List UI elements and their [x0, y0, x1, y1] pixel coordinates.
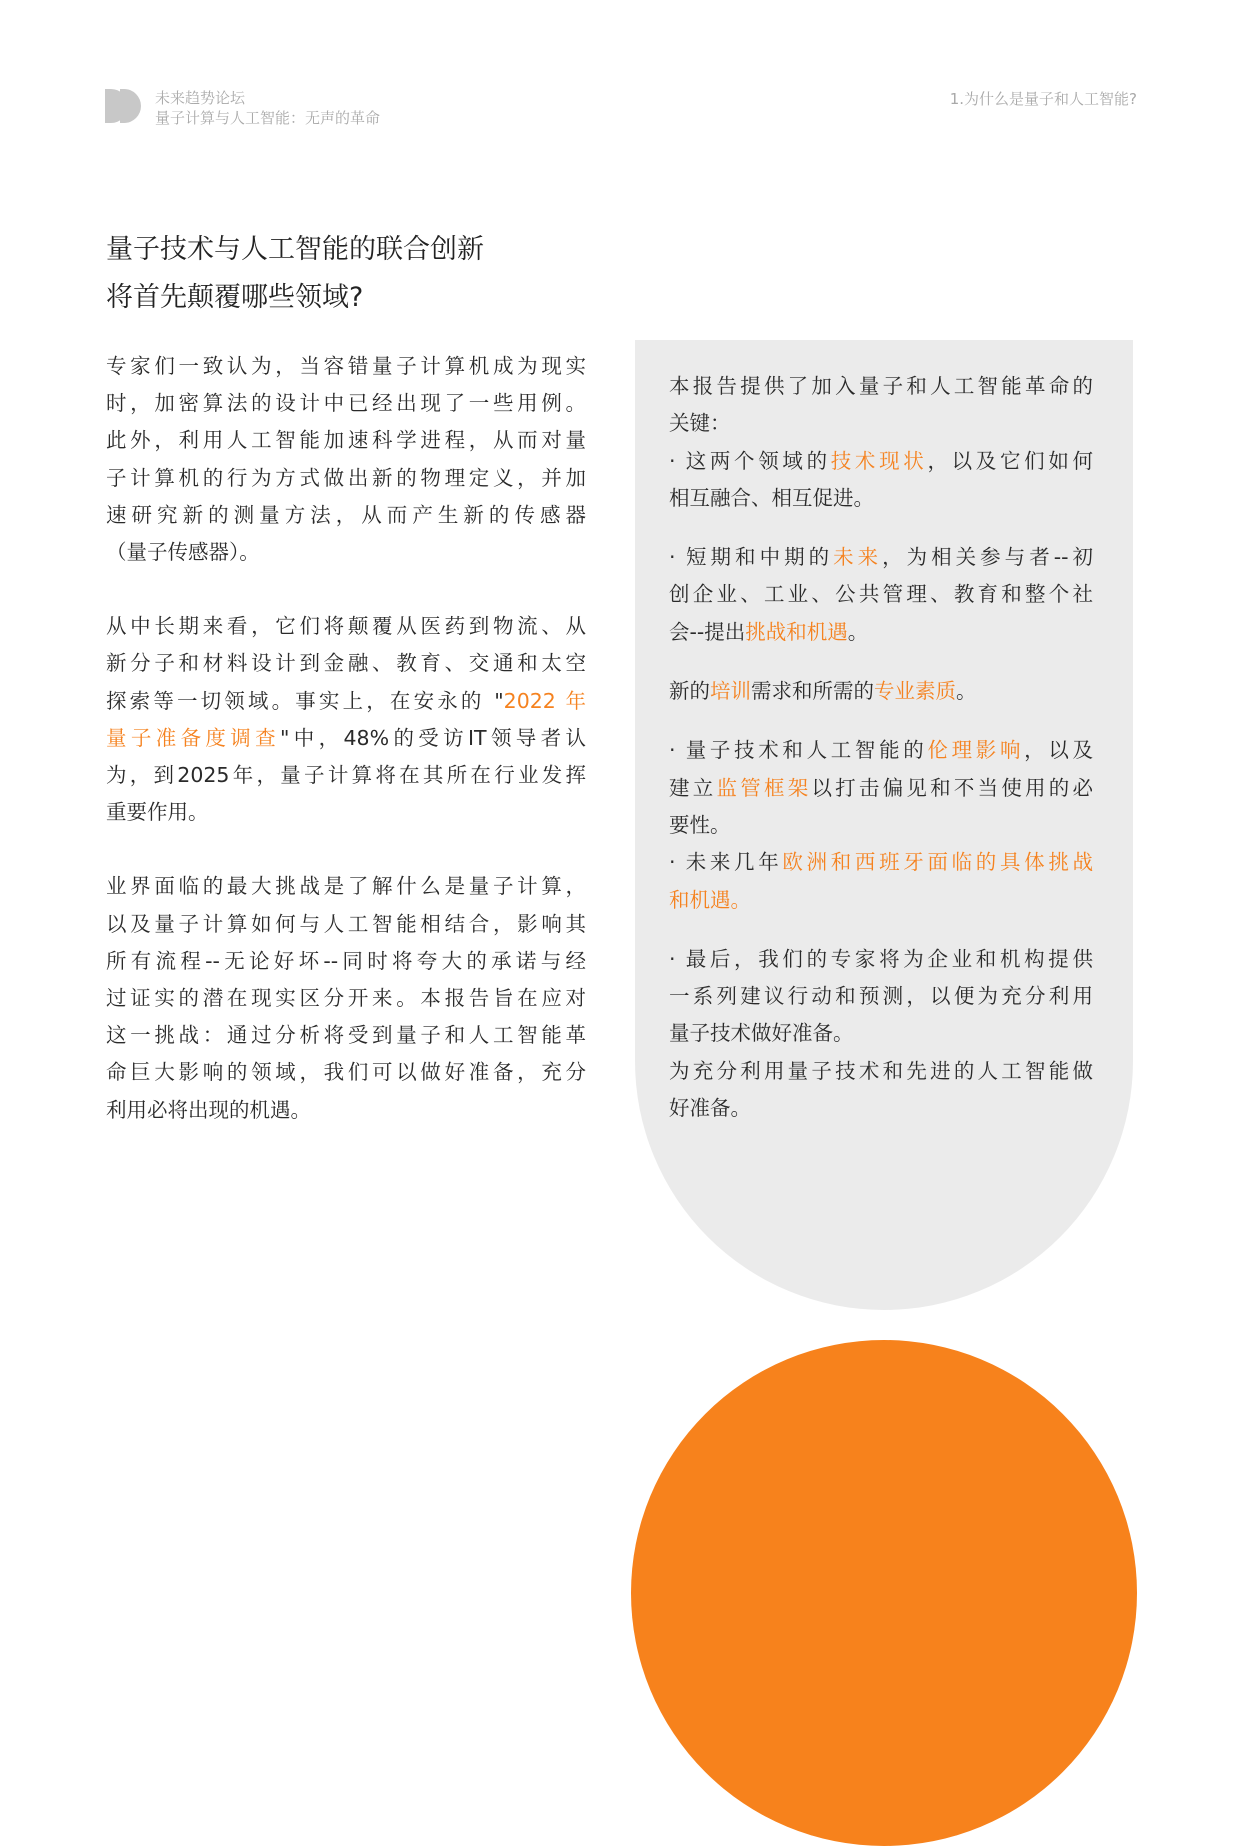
text-segment: ，以及 [1024, 738, 1094, 763]
highlighted-text: 挑战和机遇 [745, 619, 848, 644]
text-segment: 速研究新的测量方法，从而产生新的传感器 [106, 502, 586, 527]
text-segment: · 量子技术和人工智能的 [669, 738, 928, 763]
text-segment: 子计算机的行为方式做出新的物理定义，并加 [106, 465, 586, 490]
text-segment: 量子技术做好准备。 [669, 1021, 854, 1046]
text-line [669, 673, 1093, 710]
brand-name: 未来趋势论坛 [155, 89, 246, 107]
text-line [106, 460, 586, 497]
highlighted-text: 欧洲和西班牙面临的具体挑战 [782, 850, 1093, 875]
text-line [106, 757, 586, 794]
paragraph [669, 368, 1093, 517]
highlighted-text: 未来 [833, 545, 883, 570]
text-line [669, 1090, 1093, 1127]
text-line [106, 943, 586, 980]
text-segment: ，为相关参与者--初 [882, 545, 1094, 570]
text-segment: ，以及它们如何 [927, 448, 1093, 473]
text-line [106, 608, 586, 645]
highlighted-text: 专业素质 [874, 679, 956, 704]
text-line [669, 732, 1093, 769]
title-line: 量子技术与人工智能的联合创新 [106, 234, 484, 265]
text-line [669, 368, 1093, 405]
text-line [669, 941, 1093, 978]
text-line [669, 807, 1093, 844]
highlighted-text: 2022 年 [503, 688, 587, 713]
section-label: 1.为什么是量子和人工智能? [949, 90, 1137, 108]
text-segment: 会--提出 [669, 619, 746, 644]
text-segment: 要性。 [669, 812, 731, 837]
text-segment: · 短期和中期的 [669, 545, 834, 570]
text-line [106, 534, 586, 571]
page-title [106, 226, 484, 322]
text-segment: 为充分利用量子技术和先进的人工智能做 [669, 1058, 1093, 1083]
text-line [106, 422, 586, 459]
text-line [669, 1053, 1093, 1090]
text-segment: 。 [956, 679, 977, 704]
text-line [106, 348, 586, 385]
text-line [106, 720, 586, 757]
decorative-orange-circle [631, 1340, 1137, 1846]
text-line [106, 645, 586, 682]
text-segment: 好准备。 [669, 1096, 751, 1121]
summary-text [669, 368, 1093, 1149]
highlighted-text: 伦理影响 [927, 738, 1025, 763]
paragraph [669, 941, 1093, 1127]
paragraph [106, 608, 586, 831]
text-line [669, 882, 1093, 919]
text-line [669, 770, 1093, 807]
text-segment: · 最后，我们的专家将为企业和机构提供 [669, 946, 1093, 971]
text-segment: "中，48%的受访IT领导者认 [280, 725, 587, 750]
text-segment: 这一挑战：通过分析将受到量子和人工智能革 [106, 1023, 586, 1048]
text-segment: 需求和所需的 [751, 679, 874, 704]
text-segment: 命巨大影响的领域，我们可以做好准备，充分 [106, 1060, 586, 1085]
text-segment: 以及量子计算如何与人工智能相结合，影响其 [106, 911, 586, 936]
report-header [155, 88, 380, 128]
text-segment: 时，加密算法的设计中已经出现了一些用例。 [106, 391, 586, 416]
text-line [669, 1015, 1093, 1052]
text-segment: 建立 [669, 775, 717, 800]
text-segment: 此外，利用人工智能加速科学进程，从而对量 [106, 428, 586, 453]
text-line [106, 1054, 586, 1091]
paragraph [106, 868, 586, 1128]
logo-icon [105, 89, 141, 123]
text-segment: 新的 [669, 679, 710, 704]
paragraph [669, 539, 1093, 651]
highlighted-text: 培训 [710, 679, 751, 704]
report-subtitle: 量子计算与人工智能：无声的革命 [155, 109, 381, 127]
text-segment: 。 [847, 619, 869, 644]
text-segment: 所有流程--无论好坏--同时将夸大的承诺与经 [106, 948, 586, 973]
text-line [669, 614, 1093, 651]
text-line [106, 683, 586, 720]
text-segment: 重要作用。 [106, 800, 209, 825]
text-line [669, 443, 1093, 480]
highlighted-text: 技术现状 [830, 448, 928, 473]
text-segment: 过证实的潜在现实区分开来。本报告旨在应对 [106, 986, 586, 1011]
text-line [106, 980, 586, 1017]
text-segment: （量子传感器）。 [106, 540, 260, 565]
text-line [669, 576, 1093, 613]
text-line [106, 385, 586, 422]
text-line [106, 794, 586, 831]
text-segment: 业界面临的最大挑战是了解什么是量子计算， [106, 874, 586, 899]
text-segment: 本报告提供了加入量子和人工智能革命的 [669, 374, 1093, 398]
text-segment: 专家们一致认为，当容错量子计算机成为现实 [106, 354, 586, 378]
paragraph [669, 732, 1093, 918]
text-segment: 以打击偏见和不当使用的必 [811, 775, 1094, 800]
highlighted-text: 量子准备度调查 [106, 725, 281, 750]
text-segment: 探索等一切领域。事实上，在安永的 " [106, 688, 504, 713]
text-line [106, 497, 586, 534]
text-segment: · 这两个领域的 [669, 448, 831, 473]
text-segment: · 未来几年 [669, 850, 783, 875]
text-segment: 一系列建议行动和预测，以便为充分利用 [669, 984, 1093, 1009]
title-line: 将首先颠覆哪些领域? [106, 282, 364, 313]
left-body-text [106, 348, 586, 1166]
highlighted-text: 监管框架 [716, 775, 812, 800]
text-line [669, 539, 1093, 576]
text-segment: 从中长期来看，它们将颠覆从医药到物流、从 [106, 614, 586, 639]
text-line [106, 906, 586, 943]
text-line [669, 480, 1093, 517]
text-line [106, 1017, 586, 1054]
text-segment: 利用必将出现的机遇。 [106, 1097, 311, 1122]
text-line [669, 405, 1093, 442]
text-segment: 创企业、工业、公共管理、教育和整个社 [669, 582, 1093, 607]
text-line [669, 978, 1093, 1015]
text-segment: 相互融合、相互促进。 [669, 485, 874, 510]
paragraph [106, 348, 586, 571]
text-line [106, 868, 586, 905]
text-segment: 新分子和材料设计到金融、教育、交通和太空 [106, 651, 586, 676]
text-line [669, 844, 1093, 881]
text-segment: 为，到2025年，量子计算将在其所在行业发挥 [106, 763, 586, 788]
text-segment: 关键： [669, 411, 731, 436]
paragraph [669, 673, 1093, 710]
text-line [106, 1092, 586, 1129]
highlighted-text: 和机遇。 [669, 887, 751, 912]
